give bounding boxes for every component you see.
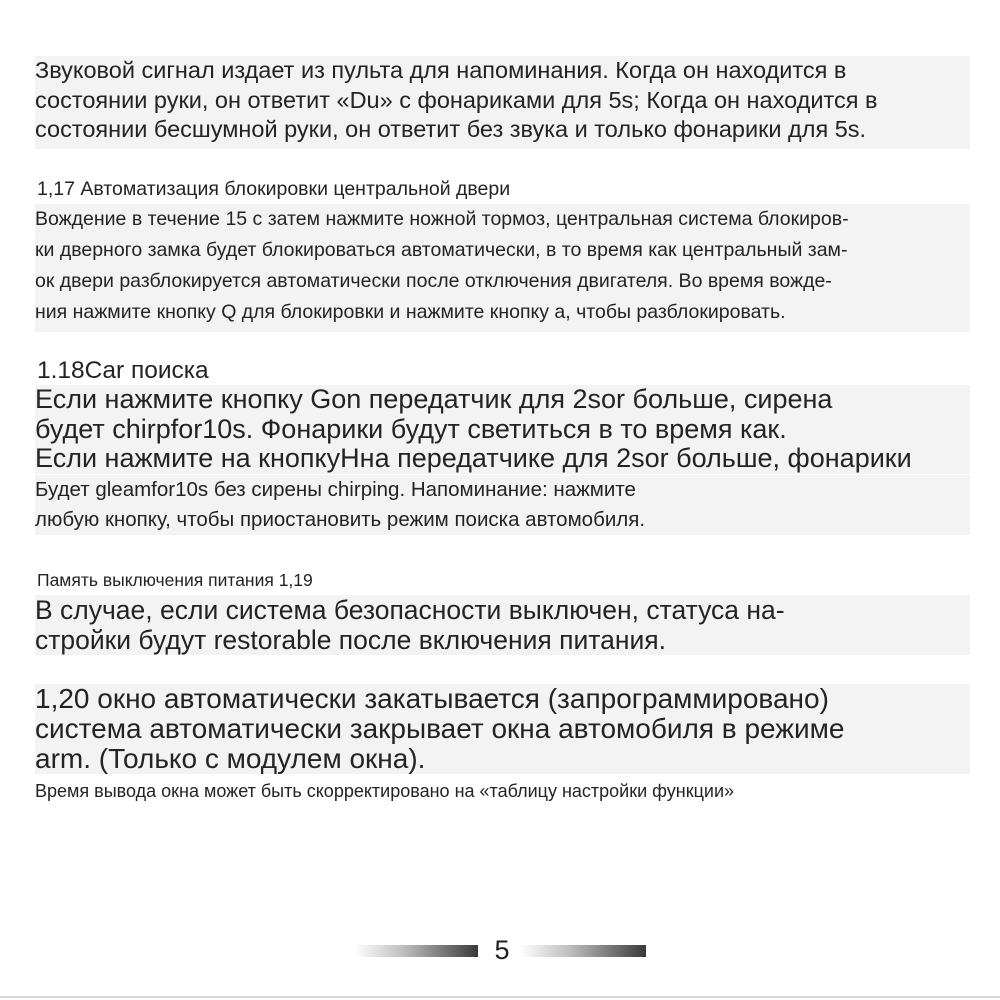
section-117-line: Вождение в течение 15 с затем нажмите ножной тормоз, центральная система блокиров- [35,208,849,230]
section-120-line: система автоматически закрывает окна автомобиля в режиме [35,713,845,744]
section-118-line: Будет gleamfor10s без сирены chirping. Напоминание: нажмите [35,478,636,501]
section-117-heading: 1,17 Автоматизация блокировки центральной двери [37,178,511,200]
footer-bar-left [355,945,478,957]
section-120-line: 1,20 окно автоматически закатывается (запрограммировано) [35,683,829,714]
intro-line: состоянии руки, он ответит «Du» с фонариками для 5s; Когда он находится в [35,86,878,113]
section-118-line: Если нажмите на кнопкуНна передатчике для 2sor больше, фонарики [35,443,912,473]
section-119-line: В случае, если система безопасности выключен, статуса на- [35,595,785,625]
intro-paragraph [35,56,970,149]
intro-line: состоянии бесшумной руки, он ответит без звука и только фонарики для 5s. [35,116,867,142]
section-118-line: Если нажмите кнопку Gon передатчик для 2sor больше, сирена [35,384,833,414]
section-117-line: ки дверного замка будет блокироваться автоматически, в то время как центральный зам- [35,239,848,261]
section-118-paragraph-large [35,385,970,474]
footer-bar-right [520,945,646,957]
section-120-paragraph [35,684,970,774]
section-118-paragraph-small [35,475,970,535]
section-119-paragraph [35,595,970,655]
section-119-heading: Память выключения питания 1,19 [37,570,313,590]
section-117-paragraph [35,204,970,332]
section-117-line: ния нажмите кнопку Q для блокировки и нажмите кнопку а, чтобы разблокировать. [35,301,786,323]
section-118-line: любую кнопку, чтобы приостановить режим поиска автомобиля. [35,508,646,531]
section-120-note: Время вывода окна может быть скорректировано на «таблицу настройки функции» [35,781,735,801]
bottom-divider [0,996,1000,998]
page-number: 5 [494,935,510,965]
intro-line: Звуковой сигнал издает из пульта для напоминания. Когда он находится в [35,57,847,83]
section-119-line: стройки будут restorable после включения питания. [35,625,667,655]
section-120-line: arm. (Только с модулем окна). [35,743,426,774]
section-118-heading: 1.18Car поиска [37,357,209,384]
page-footer [0,930,1000,970]
section-117-line: ок двери разблокируется автоматически после отключения двигателя. Во время вожде- [35,270,832,292]
section-118-line: будет chirpfor10s. Фонарики будут светиться в то время как. [35,413,787,444]
